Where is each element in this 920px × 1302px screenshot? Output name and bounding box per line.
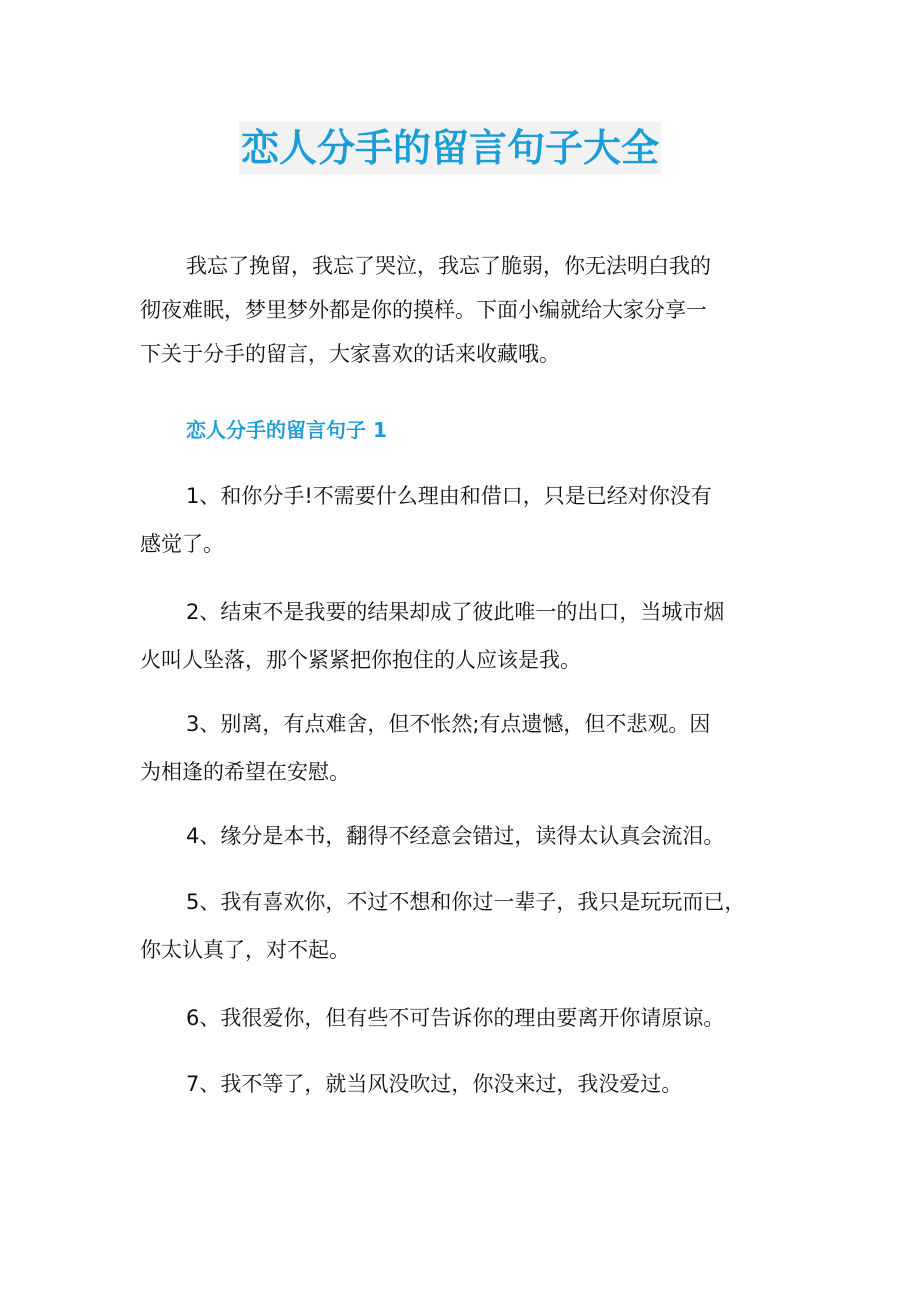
intro-line: 下关于分手的留言，大家喜欢的话来收藏哦。 <box>140 342 560 366</box>
item-line: 4、缘分是本书，翻得不经意会错过，读得太认真会流泪。 <box>186 824 725 848</box>
list-item <box>140 874 790 978</box>
list-item <box>140 990 790 1046</box>
item-line: 5、我有喜欢你，不过不想和你过一辈子，我只是玩玩而已， <box>186 890 746 914</box>
item-line: 感觉了。 <box>140 532 224 556</box>
intro-line: 彻夜难眠，梦里梦外都是你的摸样。下面小编就给大家分享一 <box>140 298 707 322</box>
list-item <box>140 696 790 800</box>
intro-line: 我忘了挽留，我忘了哭泣，我忘了脆弱，你无法明白我的 <box>186 254 711 278</box>
item-line: 7、我不等了，就当风没吹过，你没来过，我没爱过。 <box>186 1072 683 1096</box>
item-line: 6、我很爱你，但有些不可告诉你的理由要离开你请原谅。 <box>186 1006 725 1030</box>
intro-paragraph <box>140 244 780 376</box>
item-line: 3、别离，有点难舍，但不怅然;有点遗憾，但不悲观。因 <box>186 712 711 736</box>
page-title: 恋人分手的留言句子大全 <box>239 122 661 174</box>
item-line: 你太认真了，对不起。 <box>140 938 350 962</box>
item-line: 火叫人坠落，那个紧紧把你抱住的人应该是我。 <box>140 648 581 672</box>
list-item <box>140 468 790 572</box>
list-item <box>140 1056 790 1112</box>
list-item <box>140 808 790 864</box>
list-item <box>140 584 790 688</box>
item-line: 为相逢的希望在安慰。 <box>140 760 350 784</box>
item-line: 2、结束不是我要的结果却成了彼此唯一的出口，当城市烟 <box>186 600 725 624</box>
item-line: 1、和你分手!不需要什么理由和借口，只是已经对你没有 <box>186 484 712 508</box>
section-heading: 恋人分手的留言句子 1 <box>186 418 387 442</box>
